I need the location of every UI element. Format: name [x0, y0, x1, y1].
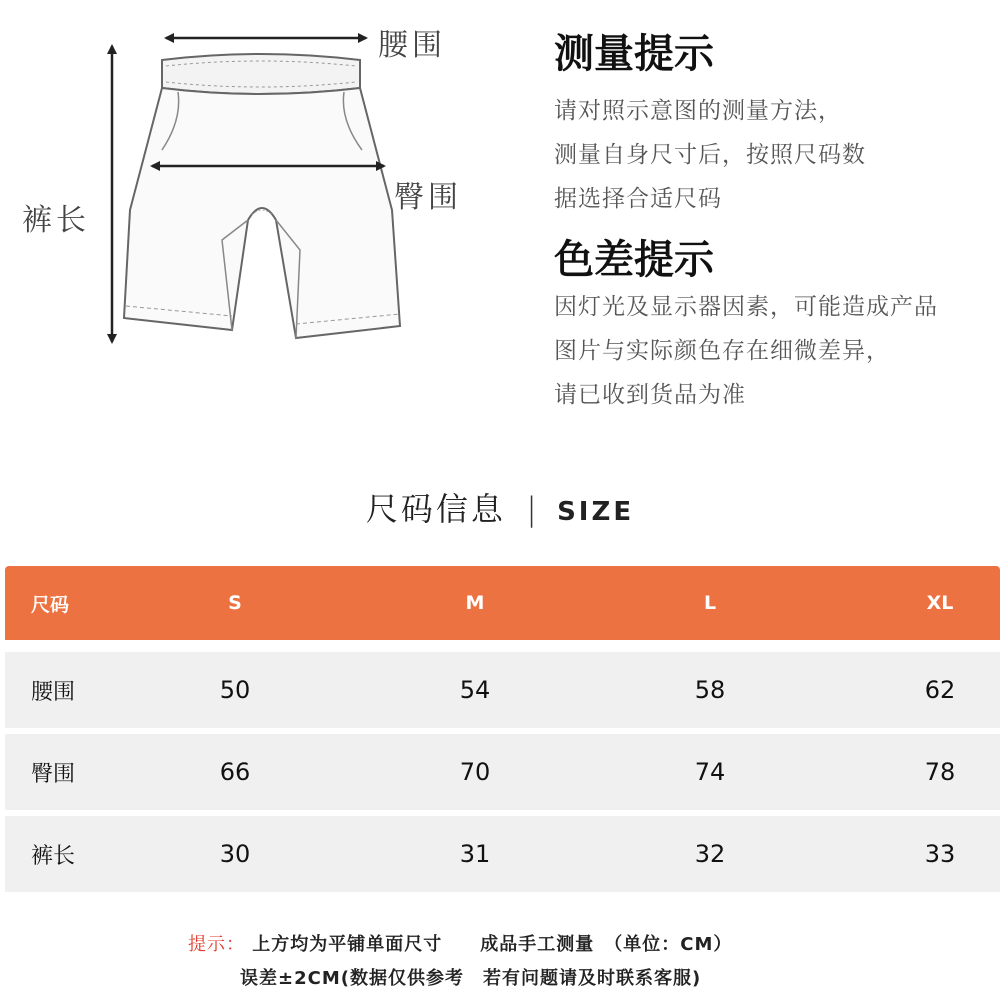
table-cell: 74: [694, 758, 726, 786]
measure-tip-line: 请对照示意图的测量方法，: [554, 98, 842, 124]
size-title-cn: 尺码信息: [365, 490, 506, 528]
row-label: 裤长: [31, 843, 76, 869]
size-section-heading: [0, 484, 1000, 530]
table-row-hip: [5, 734, 1000, 810]
header-cell-size: 尺码: [31, 593, 70, 616]
table-cell: 30: [219, 840, 251, 868]
table-cell: 32: [694, 840, 726, 868]
header-cell-m: M: [465, 592, 485, 614]
table-cell: 78: [924, 758, 956, 786]
footnote-line-1: [188, 930, 732, 956]
table-row-length: [5, 816, 1000, 892]
size-title-en: SIZE: [557, 497, 635, 527]
table-header: [5, 566, 1000, 640]
header-cell-l: L: [703, 592, 717, 614]
header-cell-s: S: [228, 592, 242, 614]
size-table: [5, 566, 1000, 892]
length-label: 裤长: [22, 203, 90, 238]
measure-tip-line: 据选择合适尺码: [554, 186, 722, 212]
color-tip-title: 色差提示: [554, 237, 714, 283]
color-tip-line: 图片与实际颜色存在细微差异，: [554, 338, 890, 364]
waist-label: 腰围: [378, 28, 446, 63]
table-cell: 70: [459, 758, 491, 786]
table-row-waist: [5, 652, 1000, 728]
table-cell: 62: [924, 676, 956, 704]
measure-tip-title: 测量提示: [554, 31, 714, 77]
row-label: 臀围: [31, 761, 76, 787]
table-cell: 66: [219, 758, 251, 786]
table-cell: 54: [459, 676, 491, 704]
hip-label: 臀围: [394, 180, 462, 215]
table-cell: 33: [924, 840, 956, 868]
footnote-line-2: 误差±2CM(数据仅供参考 若有问题请及时联系客服): [240, 968, 702, 989]
header-cell-xl: XL: [926, 592, 954, 614]
color-tip-line: 因灯光及显示器因素，可能造成产品: [554, 294, 938, 320]
footnote-prefix: 提示：: [188, 934, 245, 955]
row-label: 腰围: [31, 679, 76, 705]
title-separator: |: [526, 490, 537, 528]
measure-tip-line: 测量自身尺寸后，按照尺码数: [554, 142, 866, 168]
footnote-text-1: 上方均为平铺单面尺寸 成品手工测量 （单位：CM）: [252, 934, 733, 955]
table-cell: 31: [459, 840, 491, 868]
table-cell: 58: [694, 676, 726, 704]
table-cell: 50: [219, 676, 251, 704]
color-tip-line: 请已收到货品为准: [554, 382, 746, 408]
